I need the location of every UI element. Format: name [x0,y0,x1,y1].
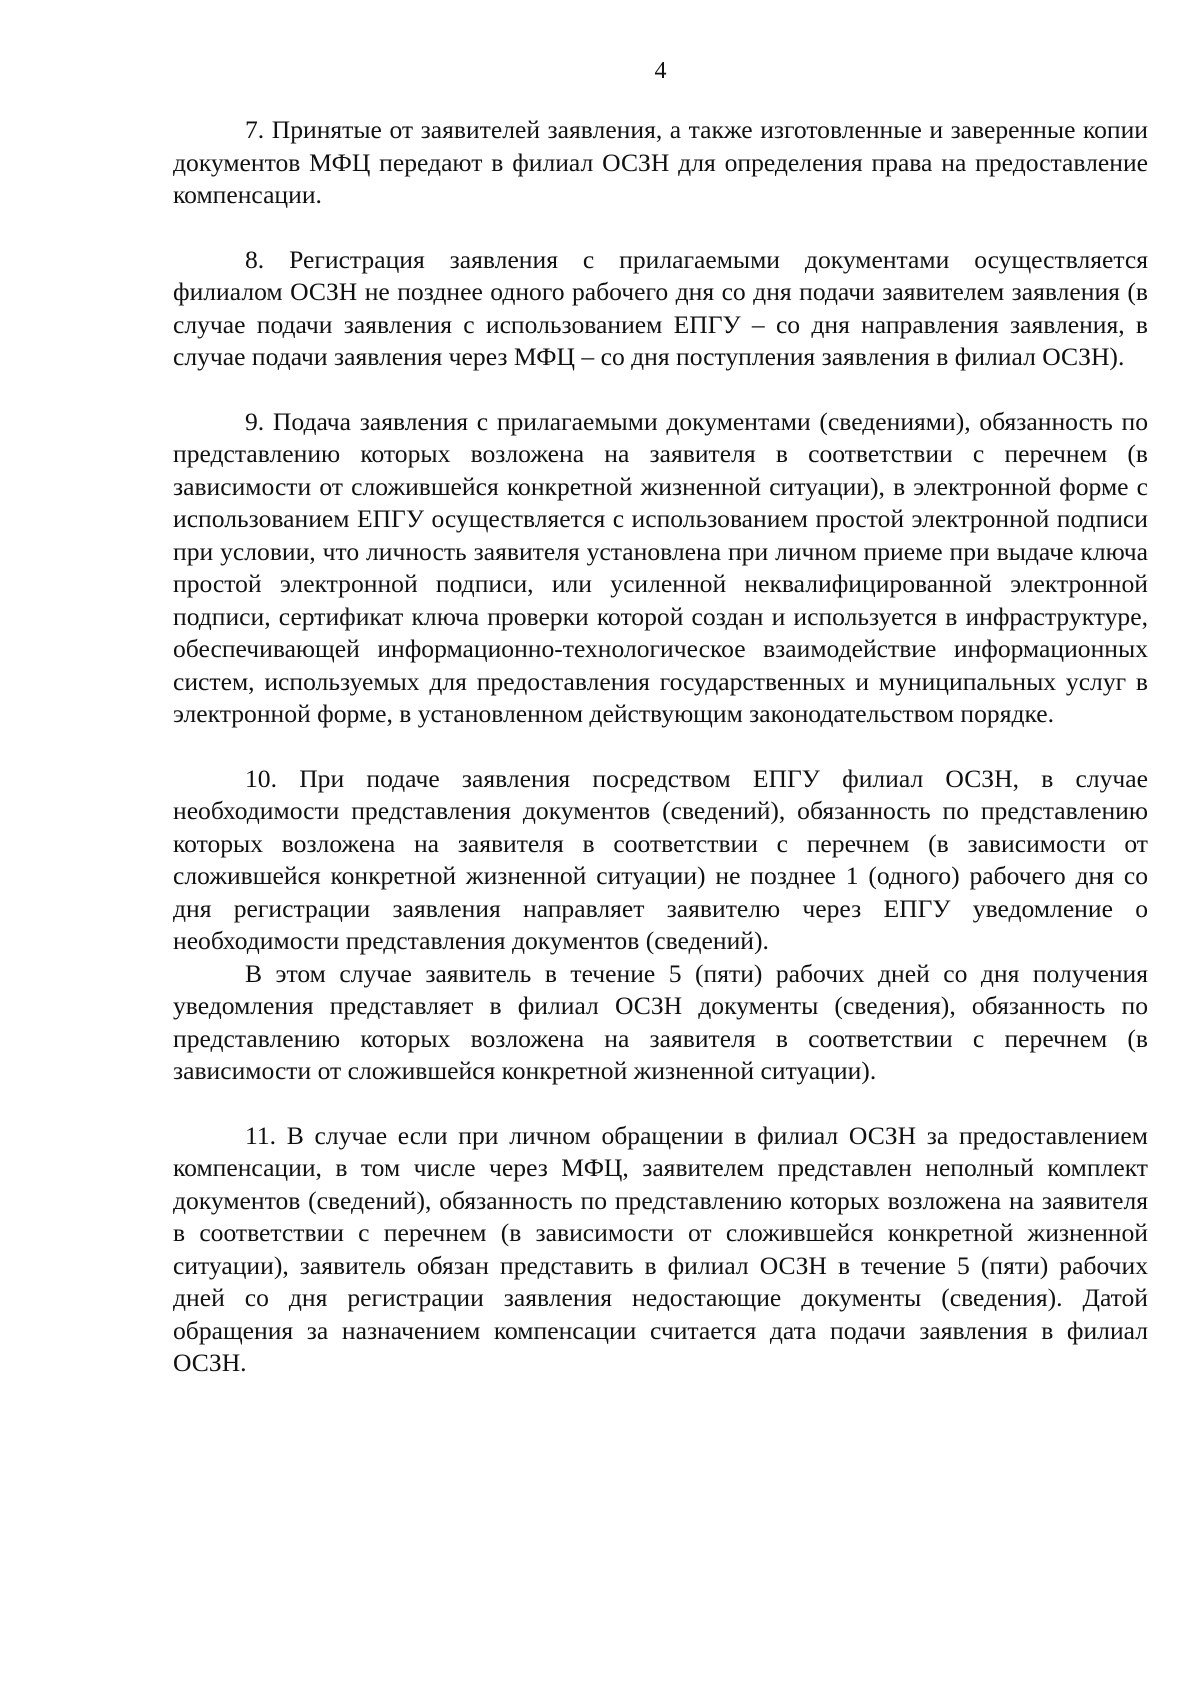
page-number: 4 [654,58,667,84]
paragraph-9: 9. Подача заявления с прилагаемыми документами (сведениями), обязанность по представлению которых возложена на заявителя в соответствии с перечнем (в зависимости от сложившейся конкретной жизненной ситуации), в электронной форме с использованием ЕПГУ осуществляется с использованием простой электронной подписи при условии, что личность заявителя установлена при личном приеме при выдаче ключа простой электронной подписи, или усиленной неквалифицированной электронной подписи, сертификат ключа проверки которой создан и используется в инфраструктуре, обеспечивающей информационно-технологическое взаимодействие информационных систем, используемых для предоставления государственных и муниципальных услуг в электронной форме, в установленном действующим законодательством порядке. [173,406,1148,728]
paragraph-10: 10. При подаче заявления посредством ЕПГУ филиал ОСЗН, в случае необходимости представления документов (сведений), обязанность по представлению которых возложена на заявителя в соответствии с перечнем (в зависимости от сложившейся конкретной жизненной ситуации) не позднее 1 (одного) рабочего дня со дня регистрации заявления направляет заявителю через ЕПГУ уведомление о необходимости представления документов (сведений). [173,763,1148,955]
paragraph-7: 7. Принятые от заявителей заявления, а также изготовленные и заверенные копии документов МФЦ передают в филиал ОСЗН для определения права на предоставление компенсации. [173,115,1148,209]
paragraph-10-continuation: В этом случае заявитель в течение 5 (пяти) рабочих дней со дня получения уведомления представляет в филиал ОСЗН документы (сведения), обязанность по представлению которых возложена на заявителя в соответствии с перечнем (в зависимости от сложившейся конкретной жизненной ситуации). [173,958,1148,1085]
document-page [173,0,1148,1697]
paragraph-11: 11. В случае если при личном обращении в филиал ОСЗН за предоставлением компенсации, в том числе через МФЦ, заявителем представлен неполный комплект документов (сведений), обязанность по представлению которых возложена на заявителя в соответствии с перечнем (в зависимости от сложившейся конкретной жизненной ситуации), заявитель обязан представить в филиал ОСЗН в течение 5 (пяти) рабочих дней со дня регистрации заявления недостающие документы (сведения). Датой обращения за назначением компенсации считается дата подачи заявления в филиал ОСЗН. [173,1120,1148,1377]
document-body [173,114,1148,1380]
paragraph-8: 8. Регистрация заявления с прилагаемыми документами осуществляется филиалом ОСЗН не позднее одного рабочего дня со дня подачи заявителем заявления (в случае подачи заявления с использованием ЕПГУ – со дня направления заявления, в случае подачи заявления через МФЦ – со дня поступления заявления в филиал ОСЗН). [173,244,1148,371]
